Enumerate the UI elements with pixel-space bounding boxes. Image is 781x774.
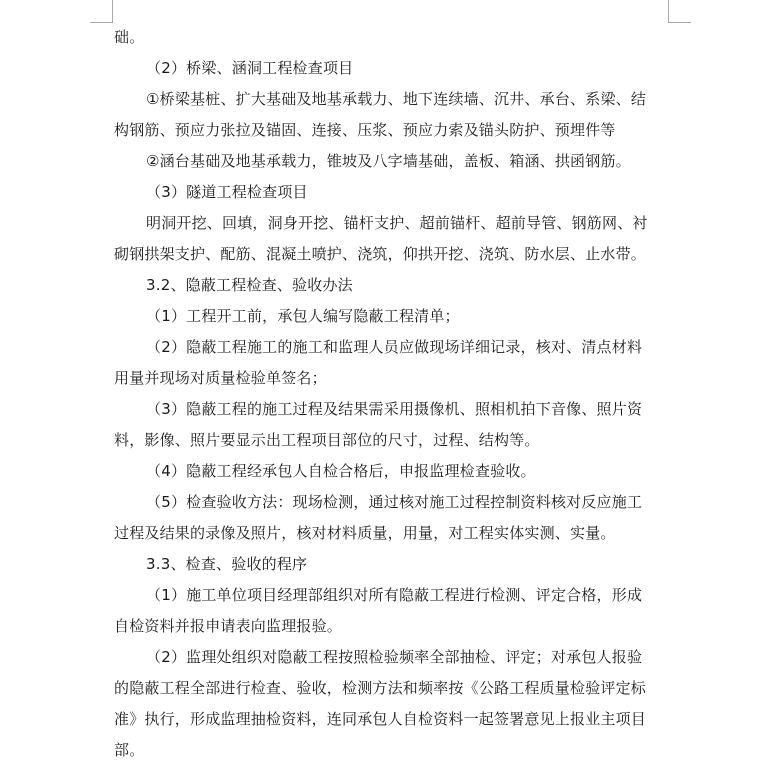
text-line: （2）监理处组织对隐蔽工程按照检验频率全部抽检、评定；对承包人报验	[146, 648, 643, 666]
text-line: 用量并现场对质量检验单签名；	[114, 369, 327, 387]
margin-corner-mark-left	[90, 0, 113, 23]
text-line: （2）桥梁、涵洞工程检查项目	[146, 59, 354, 77]
text-line: 过程及结果的录像及照片，核对材料质量，用量，对工程实体实测、实量。	[114, 524, 616, 542]
text-line: ②涵台基础及地基承载力，锥坡及八字墙基础，盖板、箱涵、拱函钢筋。	[146, 152, 631, 170]
text-line: 料，影像、照片要显示出工程项目部位的尺寸，过程、结构等。	[114, 431, 540, 449]
text-line: （5）检查验收方法：现场检测，通过核对施工过程控制资料核对反应施工	[146, 493, 643, 511]
text-line: 构钢筋、预应力张拉及锚固、连接、压浆、预应力索及锚头防护、预埋件等	[114, 121, 616, 139]
text-line: 础。	[114, 28, 145, 46]
text-line: 明洞开挖、回填，洞身开挖、锚杆支护、超前锚杆、超前导管、钢筋网、衬	[146, 214, 648, 232]
text-line: （1）工程开工前，承包人编写隐蔽工程清单；	[146, 307, 460, 325]
text-line: 砌钢拱架支护、配筋、混凝土喷护、浇筑，仰拱开挖、浇筑、防水层、止水带。	[114, 245, 647, 263]
text-line: 准》执行，形成监理抽检资料，连同承包人自检资料一起签署意见上报业主项目	[114, 710, 647, 728]
margin-corner-mark-right	[668, 0, 691, 23]
text-line: 3.2、隐蔽工程检查、验收办法	[146, 276, 353, 294]
text-line: （1）施工单位项目经理部组织对所有隐蔽工程进行检测、评定合格，形成	[146, 586, 643, 604]
text-line: 的隐蔽工程全部进行检查、验收，检测方法和频率按《公路工程质量检验评定标	[114, 679, 647, 697]
text-line: 自检资料并报申请表向监理报验。	[114, 617, 343, 635]
text-line: （3）隧道工程检查项目	[146, 183, 308, 201]
text-line: （4）隐蔽工程经承包人自检合格后，申报监理检查验收。	[146, 462, 536, 480]
text-line: 3.3、检查、验收的程序	[146, 555, 308, 573]
text-line: ①桥梁基桩、扩大基础及地基承载力、地下连续墙、沉井、承台、系梁、结	[146, 90, 647, 108]
document-body	[114, 22, 674, 766]
text-line: （3）隐蔽工程的施工过程及结果需采用摄像机、照相机拍下音像、照片资	[146, 400, 643, 418]
text-line: 部。	[114, 741, 145, 759]
text-line: （2）隐蔽工程施工的施工和监理人员应做现场详细记录，核对、清点材料	[146, 338, 643, 356]
